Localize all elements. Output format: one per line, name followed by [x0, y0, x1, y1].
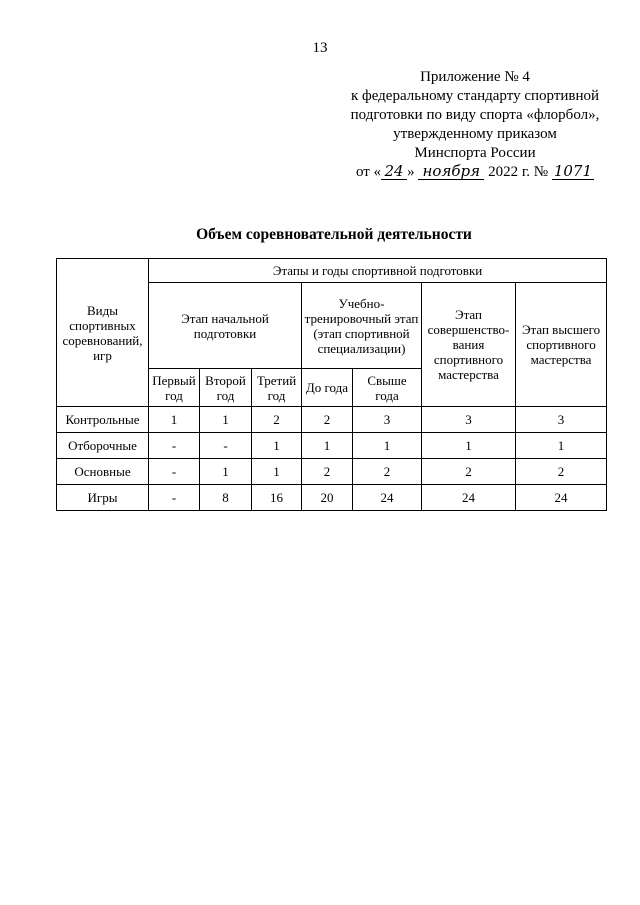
table-cell: 2	[516, 459, 607, 485]
table-cell: 20	[302, 485, 353, 511]
row-label: Игры	[57, 485, 149, 511]
approval-line-3: подготовки по виду спорта «флорбол»,	[350, 107, 600, 123]
table-cell: 16	[252, 485, 302, 511]
stage-header-initial: Этап начальной подготовки	[149, 283, 302, 369]
approval-line-2: к федеральному стандарту спортивной	[350, 88, 600, 104]
approval-line-4: утвержденному приказом	[393, 126, 557, 142]
date-prefix: от «	[355, 164, 382, 180]
document-title: Объем соревновательной деятельности	[196, 226, 472, 243]
table-cell: 2	[252, 407, 302, 433]
table-cell: 8	[200, 485, 252, 511]
year-header-5: Свыше года	[353, 369, 422, 407]
table-row	[57, 459, 607, 485]
table-cell: -	[149, 459, 200, 485]
group-header: Этапы и годы спортивной подготовки	[149, 259, 607, 283]
stage-header-improvement: Этап совершенство-вания спортивного мастерства	[422, 283, 516, 407]
competition-volume-table	[56, 258, 607, 511]
table-cell: -	[149, 485, 200, 511]
corner-header: Виды спортивных соревнований, игр	[57, 259, 149, 407]
table-cell: 3	[422, 407, 516, 433]
stage-header-highest: Этап высшего спортивного мастерства	[516, 283, 607, 407]
year-header-4: До года	[302, 369, 353, 407]
approval-line-5: Минспорта России	[414, 145, 536, 161]
order-number-handwritten: 1071	[553, 162, 593, 180]
approval-block	[330, 68, 620, 182]
row-label: Отборочные	[57, 433, 149, 459]
table-cell: 1	[302, 433, 353, 459]
table-row	[57, 433, 607, 459]
table-cell: 1	[149, 407, 200, 433]
table-cell: 1	[516, 433, 607, 459]
table-row	[57, 485, 607, 511]
page-number: 13	[312, 40, 328, 56]
table-cell: 3	[353, 407, 422, 433]
date-mid: »	[407, 164, 415, 180]
table-cell: 24	[422, 485, 516, 511]
table-cell: 1	[252, 459, 302, 485]
table-cell: 1	[252, 433, 302, 459]
date-day-handwritten: 24	[381, 164, 407, 180]
row-label: Контрольные	[57, 407, 149, 433]
table-cell: 1	[422, 433, 516, 459]
date-month-handwritten: ноября	[418, 164, 484, 180]
date-year: 2022 г. №	[488, 164, 549, 180]
row-label: Основные	[57, 459, 149, 485]
table-cell: 2	[302, 407, 353, 433]
table-row	[57, 407, 607, 433]
year-header-3: Третий год	[252, 369, 302, 407]
table-cell: 1	[353, 433, 422, 459]
approval-line-1: Приложение № 4	[420, 69, 530, 85]
table-cell: 1	[200, 407, 252, 433]
table-cell: 1	[200, 459, 252, 485]
table-cell: 24	[516, 485, 607, 511]
table-cell: 2	[302, 459, 353, 485]
table-cell: 24	[353, 485, 422, 511]
approval-date-line	[330, 163, 620, 182]
table-cell: 3	[516, 407, 607, 433]
table-cell: -	[149, 433, 200, 459]
table-cell: 2	[422, 459, 516, 485]
year-header-1: Первый год	[149, 369, 200, 407]
table-cell: 2	[353, 459, 422, 485]
year-header-2: Второй год	[200, 369, 252, 407]
table-cell: -	[200, 433, 252, 459]
stage-header-training: Учебно-тренировочный этап (этап спортивной специализации)	[302, 283, 422, 369]
